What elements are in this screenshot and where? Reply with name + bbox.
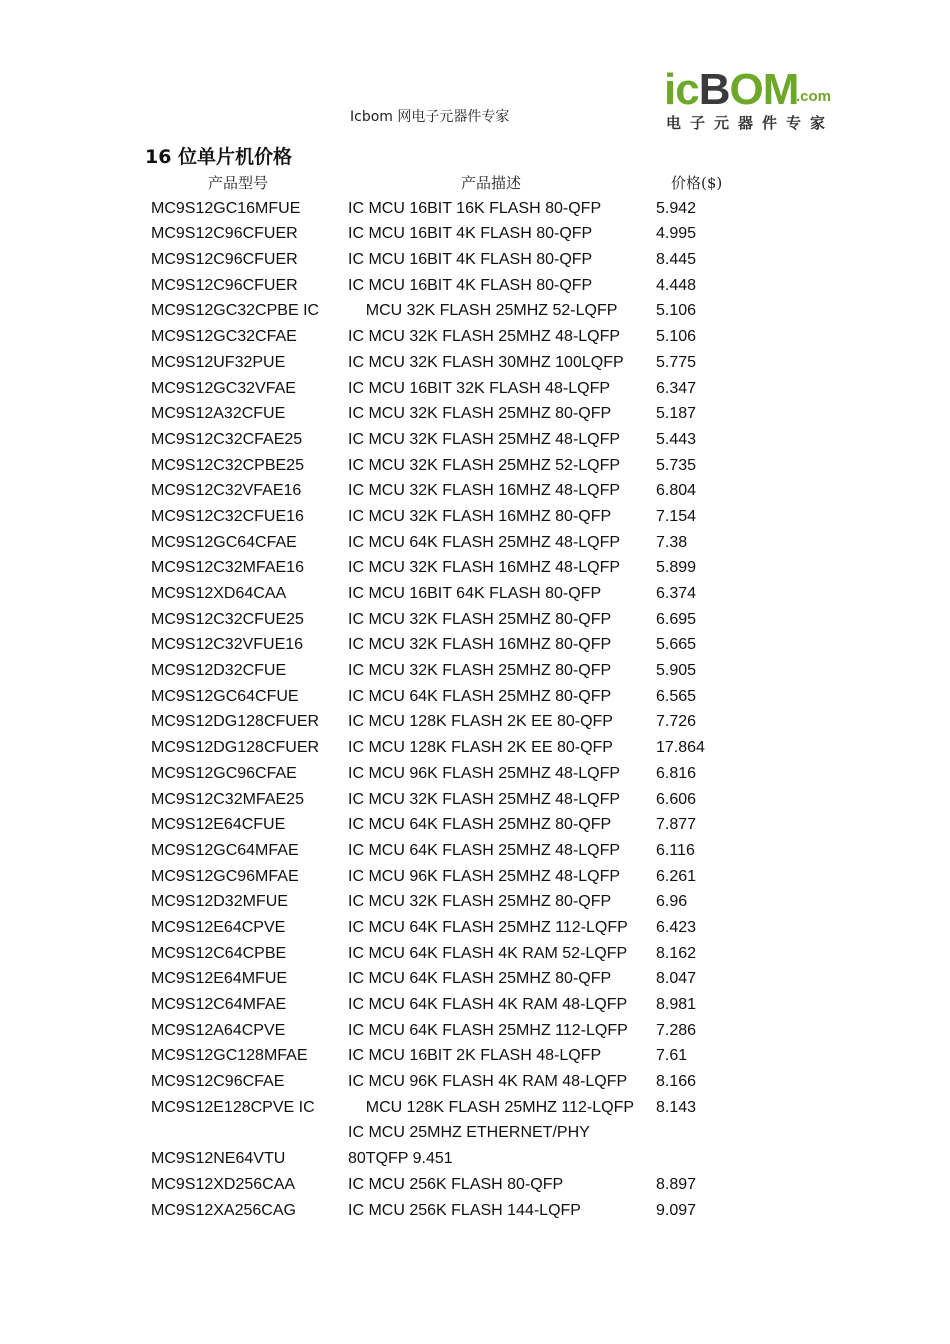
cell-description: IC MCU 16BIT 2K FLASH 48-LQFP: [348, 1047, 602, 1065]
table-row: [0, 476, 950, 502]
cell-description: IC MCU 32K FLASH 25MHZ 48-LQFP: [348, 790, 621, 808]
logo-domain-suffix: .com: [796, 88, 832, 105]
table-row: [0, 964, 950, 990]
cell-model: MC9S12GC128MFAE: [151, 1047, 308, 1065]
table-row: [0, 913, 950, 939]
logo-wordmark: icBOM: [664, 65, 799, 114]
table-row: [0, 399, 950, 425]
cell-model: MC9S12C96CFUER: [151, 251, 298, 269]
cell-price: 5.443: [656, 430, 697, 448]
cell-description: 80TQFP 9.451: [348, 1150, 453, 1168]
table-header-row: [0, 168, 950, 194]
cell-price: 8.445: [656, 251, 697, 269]
cell-model: MC9S12GC32CPBE IC: [151, 302, 320, 320]
table-row: [0, 579, 950, 605]
table-row: [0, 759, 950, 785]
table-row: [0, 939, 950, 965]
cell-description: IC MCU 64K FLASH 25MHZ 48-LQFP: [348, 533, 621, 551]
cell-price: 4.995: [656, 225, 697, 243]
cell-price: 5.775: [656, 353, 697, 371]
cell-description: IC MCU 32K FLASH 25MHZ 48-LQFP: [348, 328, 621, 346]
cell-model: MC9S12E64CFUE: [151, 816, 286, 834]
cell-model: MC9S12GC16MFUE: [151, 199, 301, 217]
cell-price: 7.154: [656, 507, 697, 525]
cell-price: 6.261: [656, 867, 697, 885]
cell-price: 6.606: [656, 790, 697, 808]
cell-description: IC MCU 256K FLASH 144-LQFP: [348, 1201, 581, 1219]
table-row: [0, 322, 950, 348]
cell-model: MC9S12GC32VFAE: [151, 379, 296, 397]
cell-description: IC MCU 256K FLASH 80-QFP: [348, 1175, 564, 1193]
cell-model: MC9S12NE64VTU: [151, 1150, 286, 1168]
cell-price: 17.864: [656, 739, 705, 757]
cell-price: 7.726: [656, 713, 697, 731]
cell-price: 8.981: [656, 996, 697, 1013]
cell-price: 6.695: [656, 610, 697, 628]
cell-model: MC9S12E64CPVE: [151, 918, 286, 936]
cell-model: MC9S12E128CPVE IC: [151, 1098, 315, 1116]
cell-description: IC MCU 64K FLASH 4K RAM 48-LQFP: [348, 996, 628, 1013]
cell-description: IC MCU 16BIT 16K FLASH 80-QFP: [348, 199, 602, 217]
cell-price: 8.897: [656, 1175, 697, 1193]
table-row: [0, 528, 950, 554]
logo-tagline: 电子元器件专家: [666, 114, 835, 132]
table-row: [0, 1144, 950, 1170]
cell-model: MC9S12GC32CFAE: [151, 328, 297, 346]
site-header-text: Icbom 网电子元器件专家: [350, 109, 510, 125]
table-row: [0, 1041, 950, 1067]
cell-price: 8.166: [656, 1073, 697, 1091]
cell-model: MC9S12C96CFUER: [151, 276, 298, 294]
cell-model: MC9S12C32CPBE25: [151, 456, 304, 474]
cell-description: IC MCU 64K FLASH 25MHZ 112-LQFP: [348, 918, 628, 936]
cell-price: 5.665: [656, 636, 697, 654]
table-row: [0, 451, 950, 477]
table-row: [0, 810, 950, 836]
cell-price: 6.565: [656, 687, 697, 705]
cell-model: MC9S12C32MFAE16: [151, 559, 304, 577]
cell-model: MC9S12GC64MFAE: [151, 841, 299, 859]
table-row: [0, 1170, 950, 1196]
cell-model: MC9S12C32CFAE25: [151, 430, 303, 448]
cell-price: 8.047: [656, 970, 697, 988]
cell-price: 6.804: [656, 482, 697, 500]
cell-price: 7.61: [656, 1047, 688, 1065]
cell-price: 9.097: [656, 1201, 697, 1219]
column-header-description: 产品描述: [461, 174, 522, 192]
column-header-model: 产品型号: [208, 174, 269, 192]
table-row: [0, 1196, 950, 1222]
cell-price: 5.187: [656, 405, 697, 423]
cell-model: MC9S12C64CPBE: [151, 944, 287, 962]
cell-description: IC MCU 64K FLASH 25MHZ 80-QFP: [348, 970, 612, 988]
table-row: [0, 1016, 950, 1042]
cell-price: 5.899: [656, 559, 697, 577]
cell-price: 6.116: [656, 841, 695, 859]
cell-price: 5.905: [656, 662, 697, 680]
cell-price: 8.143: [656, 1098, 697, 1116]
table-row: [0, 785, 950, 811]
icbom-logo: [664, 65, 844, 132]
cell-description: MCU 32K FLASH 25MHZ 52-LQFP: [348, 302, 618, 320]
table-row: [0, 656, 950, 682]
cell-description: IC MCU 32K FLASH 25MHZ 80-QFP: [348, 893, 612, 911]
cell-model: MC9S12DG128CFUER: [151, 713, 320, 731]
cell-description: IC MCU 32K FLASH 16MHZ 80-QFP: [348, 507, 612, 525]
cell-description: IC MCU 96K FLASH 25MHZ 48-LQFP: [348, 764, 621, 782]
table-row: [0, 887, 950, 913]
cell-model: MC9S12C32MFAE25: [151, 790, 304, 808]
table-row: [0, 1067, 950, 1093]
cell-description: MCU 128K FLASH 25MHZ 112-LQFP: [348, 1098, 635, 1116]
table-row: [0, 682, 950, 708]
cell-model: MC9S12C32VFAE16: [151, 482, 302, 500]
page-title: 16 位单片机价格: [145, 146, 293, 168]
table-row: [0, 348, 950, 374]
table-row: [0, 1118, 950, 1144]
cell-price: 5.942: [656, 199, 697, 217]
cell-description: IC MCU 16BIT 4K FLASH 80-QFP: [348, 225, 593, 243]
cell-description: IC MCU 64K FLASH 25MHZ 48-LQFP: [348, 841, 621, 859]
table-row: [0, 219, 950, 245]
table-row: [0, 605, 950, 631]
column-header-price: 价格($): [671, 174, 723, 192]
cell-description: IC MCU 64K FLASH 4K RAM 52-LQFP: [348, 944, 628, 962]
cell-model: MC9S12C32VFUE16: [151, 636, 304, 654]
cell-description: IC MCU 64K FLASH 25MHZ 80-QFP: [348, 687, 612, 705]
table-row: [0, 862, 950, 888]
table-row: [0, 502, 950, 528]
cell-description: IC MCU 32K FLASH 25MHZ 52-LQFP: [348, 456, 621, 474]
cell-price: 4.448: [656, 276, 697, 294]
table-row: [0, 630, 950, 656]
table-row: [0, 425, 950, 451]
cell-description: IC MCU 32K FLASH 30MHZ 100LQFP: [348, 353, 624, 371]
cell-price: 6.347: [656, 379, 697, 397]
table-row: [0, 374, 950, 400]
cell-model: MC9S12A32CFUE: [151, 405, 286, 423]
cell-description: IC MCU 32K FLASH 25MHZ 80-QFP: [348, 610, 612, 628]
cell-price: 6.96: [656, 893, 688, 911]
cell-description: IC MCU 25MHZ ETHERNET/PHY: [348, 1124, 590, 1142]
cell-description: IC MCU 16BIT 4K FLASH 80-QFP: [348, 251, 593, 269]
table-row: [0, 990, 950, 1016]
cell-model: MC9S12XD64CAA: [151, 585, 287, 602]
cell-description: IC MCU 64K FLASH 25MHZ 80-QFP: [348, 816, 612, 834]
cell-model: MC9S12GC64CFUE: [151, 687, 299, 705]
table-body: [0, 194, 950, 1222]
table-row: [0, 245, 950, 271]
table-row: [0, 296, 950, 322]
cell-description: IC MCU 32K FLASH 16MHZ 48-LQFP: [348, 482, 621, 500]
cell-model: MC9S12GC96MFAE: [151, 867, 299, 885]
cell-model: MC9S12DG128CFUER: [151, 739, 320, 757]
cell-description: IC MCU 32K FLASH 16MHZ 80-QFP: [348, 636, 612, 654]
cell-description: IC MCU 32K FLASH 16MHZ 48-LQFP: [348, 559, 621, 577]
cell-price: 6.423: [656, 918, 697, 936]
table-row: [0, 707, 950, 733]
cell-model: MC9S12C96CFUER: [151, 225, 298, 243]
cell-description: IC MCU 32K FLASH 25MHZ 80-QFP: [348, 662, 612, 680]
cell-model: MC9S12E64MFUE: [151, 970, 288, 988]
table-row: [0, 836, 950, 862]
cell-description: IC MCU 128K FLASH 2K EE 80-QFP: [348, 713, 613, 731]
cell-description: IC MCU 96K FLASH 4K RAM 48-LQFP: [348, 1073, 628, 1091]
table-row: [0, 271, 950, 297]
cell-model: MC9S12D32MFUE: [151, 893, 288, 911]
cell-description: IC MCU 64K FLASH 25MHZ 112-LQFP: [348, 1021, 628, 1039]
cell-model: MC9S12XD256CAA: [151, 1175, 296, 1193]
cell-model: MC9S12UF32PUE: [151, 353, 286, 371]
table-row: [0, 1093, 950, 1119]
cell-model: MC9S12C64MFAE: [151, 996, 287, 1013]
cell-price: 5.106: [656, 302, 697, 320]
cell-price: 6.374: [656, 585, 697, 602]
cell-model: MC9S12GC64CFAE: [151, 533, 297, 551]
cell-description: IC MCU 96K FLASH 25MHZ 48-LQFP: [348, 867, 621, 885]
cell-description: IC MCU 16BIT 4K FLASH 80-QFP: [348, 276, 593, 294]
cell-price: 7.877: [656, 816, 697, 834]
cell-description: IC MCU 16BIT 32K FLASH 48-LQFP: [348, 379, 611, 397]
cell-model: MC9S12A64CPVE: [151, 1021, 286, 1039]
cell-price: 5.106: [656, 328, 697, 346]
cell-price: 5.735: [656, 456, 697, 474]
cell-price: 6.816: [656, 764, 697, 782]
cell-model: MC9S12GC96CFAE: [151, 764, 297, 782]
cell-model: MC9S12D32CFUE: [151, 662, 287, 680]
cell-price: 7.38: [656, 533, 688, 551]
table-row: [0, 553, 950, 579]
cell-model: MC9S12C32CFUE25: [151, 610, 304, 628]
cell-price: 7.286: [656, 1021, 697, 1039]
cell-model: MC9S12C96CFAE: [151, 1073, 285, 1091]
cell-description: IC MCU 16BIT 64K FLASH 80-QFP: [348, 585, 602, 602]
cell-model: MC9S12C32CFUE16: [151, 507, 304, 525]
cell-price: 8.162: [656, 944, 697, 962]
cell-model: MC9S12XA256CAG: [151, 1201, 296, 1219]
cell-description: IC MCU 128K FLASH 2K EE 80-QFP: [348, 739, 613, 757]
price-table: [0, 168, 950, 1221]
table-row: [0, 194, 950, 220]
cell-description: IC MCU 32K FLASH 25MHZ 80-QFP: [348, 405, 612, 423]
table-row: [0, 733, 950, 759]
cell-description: IC MCU 32K FLASH 25MHZ 48-LQFP: [348, 430, 621, 448]
